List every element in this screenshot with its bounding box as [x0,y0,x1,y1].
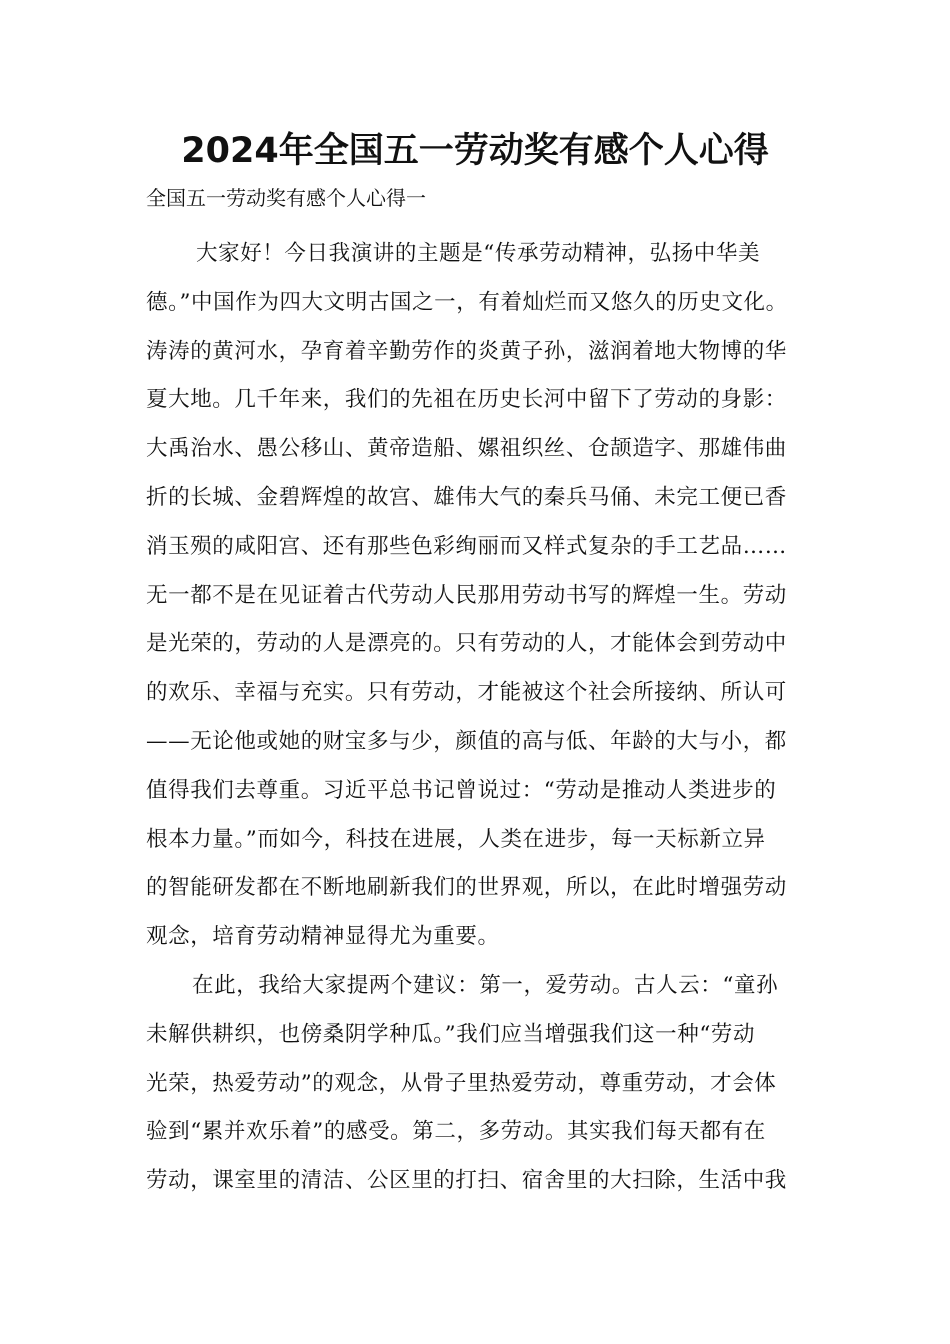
text-line: 大家好！今日我演讲的主题是“传承劳动精神，弘扬中华美 [196,241,761,266]
text-line: 验到“累并欢乐着”的感受。第二，多劳动。其实我们每天都有在 [146,1119,766,1145]
document-body [146,230,826,1206]
text-line: 的欢乐、幸福与充实。只有劳动，才能被这个社会所接纳、所认可 [146,680,787,706]
text-line: 值得我们去尊重。习近平总书记曾说过：“劳动是推动人类进步的 [146,777,777,803]
text-line: 涛涛的黄河水，孕育着辛勤劳作的炎黄子孙，滋润着地大物博的华 [146,338,787,364]
text-line: 无一都不是在见证着古代劳动人民那用劳动书写的辉煌一生。劳动 [146,582,787,608]
text-line: 夏大地。几千年来，我们的先祖在历史长河中留下了劳动的身影： [146,387,787,413]
text-line: 德。”中国作为四大文明古国之一，有着灿烂而又悠久的历史文化。 [146,289,788,315]
text-line: 是光荣的，劳动的人是漂亮的。只有劳动的人，才能体会到劳动中 [146,631,787,657]
document-subtitle: 全国五一劳动奖有感个人心得一 [146,186,426,210]
text-line: 的智能研发都在不断地刷新我们的世界观，所以，在此时增强劳动 [146,875,787,901]
paragraph-2 [146,962,826,1206]
text-line: 折的长城、金碧辉煌的故宫、雄伟大气的秦兵马俑、未完工便已香 [146,484,787,510]
text-line: 在此，我给大家提两个建议：第一，爱劳动。古人云：“童孙 [192,972,779,998]
document-title: 2024年全国五一劳动奖有感个人心得 [181,131,769,171]
text-line: 消玉殒的咸阳宫、还有那些色彩绚丽而又样式复杂的手工艺品…… [146,533,787,559]
text-line: 光荣，热爱劳动”的观念，从骨子里热爱劳动，尊重劳动，才会体 [146,1070,777,1096]
text-line: 大禹治水、愚公移山、黄帝造船、嫘祖织丝、仓颉造字、那雄伟曲 [146,436,787,462]
text-line: 劳动，课室里的清洁、公区里的打扫、宿舍里的大扫除，生活中我 [146,1168,787,1194]
text-line: 根本力量。”而如今，科技在进展，人类在进步，每一天标新立异 [146,826,766,852]
text-line: 观念，培育劳动精神显得尤为重要。 [146,924,500,950]
text-line: 未解供耕织，也傍桑阴学种瓜。”我们应当增强我们这一种“劳动 [146,1021,756,1047]
text-line: ——无论他或她的财宝多与少，颜值的高与低、年龄的大与小，都 [146,728,787,754]
paragraph-1 [146,230,826,962]
